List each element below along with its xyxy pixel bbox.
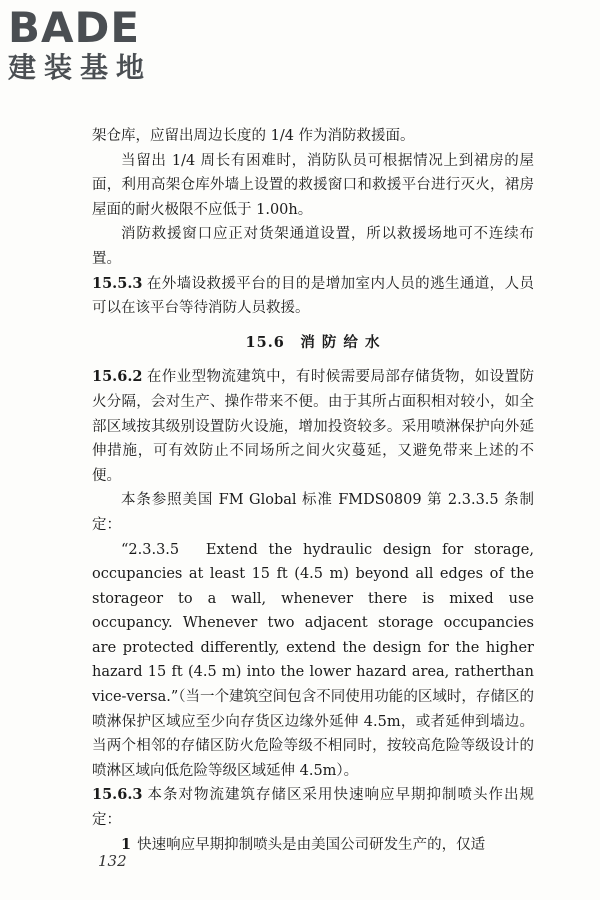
- paragraph-text: “2.3.3.5 Extend the hydraulic design for storage, occupancies at least 15 ft (4.5 m) beyond all edges of the storageor to a wall, whenever there is mixed use occupancy. Whenever two adjacent storage occupancies are protected differently, extend the design for the higher hazard 15 ft (4.5 m) into the lower hazard area, ratherthan vice-versa.”（当一个建筑空间包含不同使用功能的区域时，存储区的喷淋保护区域应至少向存货区边缘外延伸 4.5m，或者延伸到墙边。当两个相邻的存储区防火危险等级不相同时，按较高危险等级设计的喷淋区域向低危险等级区域延伸 4.5m）。: [92, 541, 534, 779]
- paragraph-text: 架仓库，应留出周边长度的 1/4 作为消防救援面。: [92, 128, 415, 144]
- clause-number: 15.6.2: [92, 368, 143, 386]
- paragraph-text: 在作业型物流建筑中，有时候需要局部存储货物，如设置防火分隔，会对生产、操作带来不便。由于其所占面积相对较小，如全部区域按其级别设置防火设施，增加投资较多。采用喷淋保护向外延伸措施，可有效防止不同场所之间火灾蔓延，又避免带来上述的不便。: [92, 369, 534, 484]
- logo-mark: BADE: [8, 3, 141, 52]
- paragraph-text: 在外墙设救援平台的目的是增加室内人员的逃生通道，人员可以在该平台等待消防人员救援。: [92, 275, 534, 317]
- list-item: [92, 833, 534, 858]
- list-item-text: 快速响应早期抑制喷头是由美国公司研发生产的，仅适: [137, 836, 486, 853]
- paragraph: [92, 488, 534, 537]
- logo: [8, 3, 178, 84]
- paragraph-text: 本条对物流建筑存储区采用快速响应早期抑制喷头作出规定：: [92, 787, 534, 829]
- paragraph-text: 本条参照美国 FM Global 标准 FMDS0809 第 2.3.3.5 条制定：: [92, 492, 534, 533]
- paragraph: [92, 124, 534, 149]
- paragraph: [92, 222, 534, 271]
- clause-number: 15.6.3: [92, 786, 143, 804]
- quote-paragraph: [92, 538, 534, 784]
- page-body: [92, 124, 534, 857]
- clause-paragraph: [92, 272, 534, 321]
- paragraph: [92, 149, 534, 223]
- section-heading: 15.6 消 防 给 水: [245, 333, 381, 351]
- clause-paragraph: [92, 783, 534, 832]
- clause-number: 15.5.3: [92, 274, 143, 292]
- clause-paragraph: [92, 365, 534, 488]
- page-number: 132: [98, 852, 127, 870]
- logo-subtitle: 建装基地: [8, 51, 153, 84]
- paragraph-text: 当留出 1/4 周长有困难时，消防队员可根据情况上到裙房的屋面，利用高架仓库外墙上设置的救援窗口和救援平台进行灭火，裙房屋面的耐火极限不应低于 1.00h。: [92, 152, 534, 218]
- list-item-number: 1: [121, 835, 132, 853]
- paragraph-text: 消防救援窗口应正对货架通道设置，所以救援场地可不连续布置。: [92, 226, 534, 267]
